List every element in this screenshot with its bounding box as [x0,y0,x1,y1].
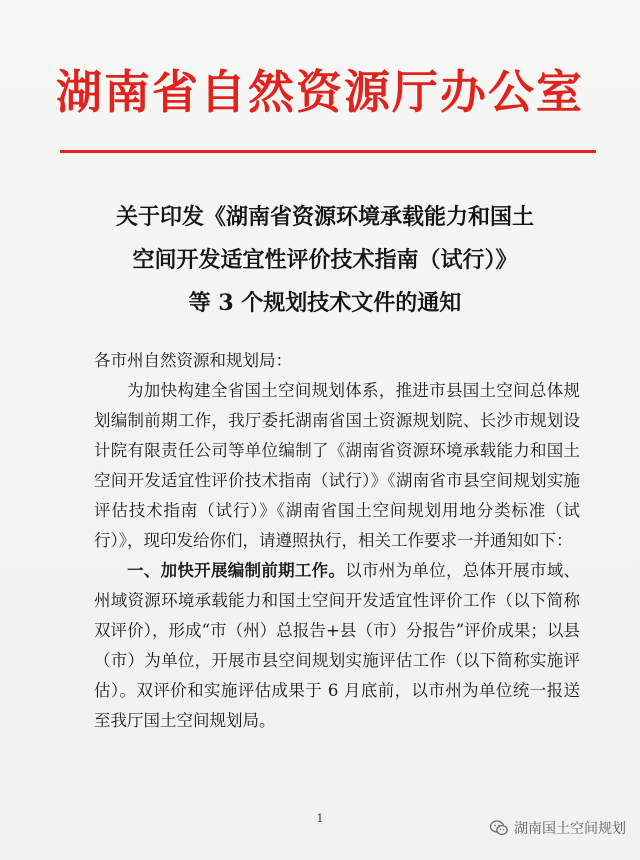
source-watermark [490,818,626,838]
section-paragraph [94,556,580,736]
salutation: 各市州自然资源和规划局： [94,351,292,370]
document-title [60,196,590,325]
section-text: 以市州为单位，总体开展市域、州域资源环境承载能力和国土空间开发适宜性评价工作（以下简称双评价），形成“市（州）总报告+县（市）分报告”评价成果；以县（市）为单位，开展市县空间规划实施评估工作（以下简称实施评估）。双评价和实施评估成果于 6 月底前，以市州为单位统一报送至我厅国土空间规划局。 [94,561,581,730]
document-title-line: 空间开发适宜性评价技术指南（试行）》 [132,247,518,273]
page-number: 1 [316,812,324,825]
red-header-rule [60,150,596,153]
body-paragraph: 为加快构建全省国土空间规划体系，推进市县国土空间总体规划编制前期工作，我厅委托湖南省国土资源规划院、长沙市规划设计院有限责任公司等单位编制了《湖南省资源环境承载能力和国土空间开发适宜性评价技术指南（试行）》《湖南省市县空间规划实施评估技术指南（试行）》《湖南省国土空间规划用地分类标准（试行）》，现印发给你们，请遵照执行，相关工作要求一并通知如下： [94,381,580,550]
issuing-office-title: 湖南省自然资源厅办公室 [56,65,584,119]
wechat-icon [490,820,508,836]
document-body [94,346,580,736]
watermark-text: 湖南国土空间规划 [514,821,626,837]
document-title-line: 等 3 个规划技术文件的通知 [188,290,462,316]
document-title-line: 关于印发《湖南省资源环境承载能力和国土 [115,204,534,230]
section-heading: 一、加快开展编制前期工作。 [127,561,346,580]
